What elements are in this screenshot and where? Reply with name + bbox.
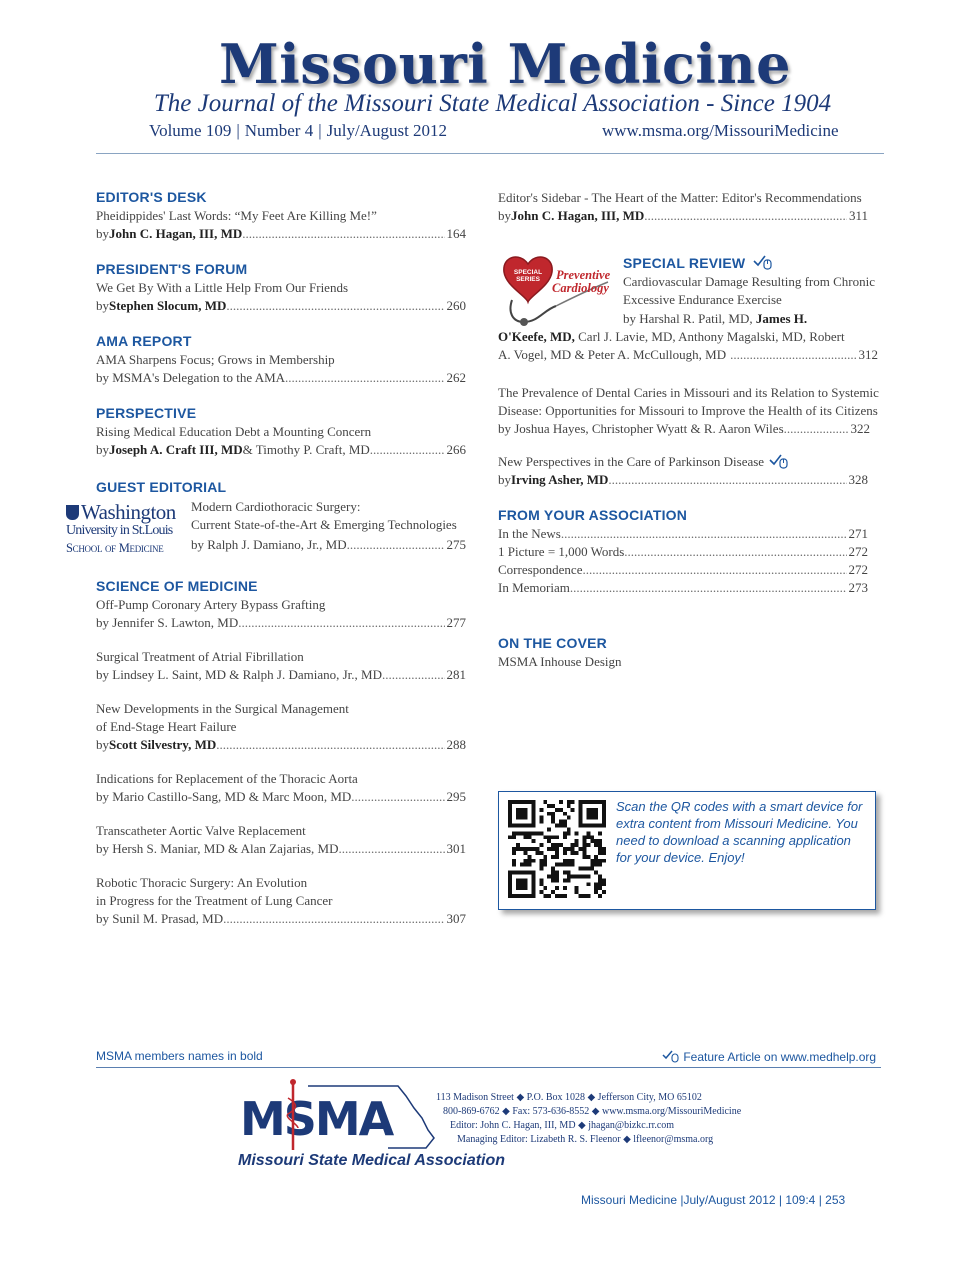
entry-author: John C. Hagan, III, MD: [109, 226, 243, 241]
entry-coauthors: Carl J. Lavie, MD, Anthony Magalski, MD, Robert: [574, 329, 845, 344]
mouse-check-icon: [753, 254, 773, 270]
journal-subtitle: The Journal of the Missouri State Medical Association - Since 1904: [153, 90, 832, 117]
logo-line-2: University in St.Louis: [66, 523, 173, 538]
section-heading-on-the-cover: ON THE COVER: [498, 635, 607, 651]
members-note: MSMA members names in bold: [96, 1049, 263, 1063]
qr-code-icon[interactable]: [508, 800, 606, 903]
washington-university-logo: [66, 500, 188, 556]
page-number: 277: [446, 615, 466, 630]
section-heading-guest-editorial: GUEST EDITORIAL: [96, 479, 227, 495]
feature-note: [662, 1049, 876, 1064]
badge-label-2: Cardiology: [552, 281, 609, 295]
page-number: 311: [848, 208, 868, 223]
page-number: 271: [848, 526, 868, 541]
toc-entry-parkinson[interactable]: [498, 453, 868, 489]
association-item-label: In the News: [498, 526, 561, 541]
page-number: 275: [446, 537, 466, 552]
address-line: Editor: John C. Hagan, III, MD ◆ jhagan@bizkc.rr.com: [450, 1120, 675, 1131]
entry-title: Indications for Replacement of the Thoracic Aorta: [96, 771, 358, 786]
toc-entry-special-review-authors[interactable]: [498, 328, 878, 364]
entry-byline: by Lindsey L. Saint, MD & Ralph J. Damiano, Jr., MD: [96, 667, 382, 682]
badge-label-1: Preventive: [556, 268, 611, 282]
issue-number: Number 4: [244, 121, 314, 140]
association-list: [498, 525, 868, 597]
journal-url[interactable]: www.msma.org/MissouriMedicine: [602, 121, 839, 140]
page-number: 312: [858, 347, 878, 362]
toc-entry-ama-report[interactable]: [96, 351, 466, 387]
mouse-check-icon: [769, 453, 789, 469]
msma-logo: [238, 1078, 438, 1152]
by-prefix: by: [498, 472, 511, 487]
msma-logo-text: MSMA: [240, 1092, 393, 1146]
shield-icon: [66, 505, 79, 520]
page-number: 272: [848, 562, 868, 577]
entry-coauthors-cont: A. Vogel, MD & Peter A. McCullough, MD: [498, 347, 727, 362]
volume: Volume 109: [149, 121, 232, 140]
address-line: 800-869-6762 ◆ Fax: 573-636-8552 ◆ www.msma.org/MissouriMedicine: [443, 1106, 742, 1117]
footer-divider: [96, 1067, 881, 1068]
msma-address-block: [436, 1091, 741, 1147]
qr-instructions: Scan the QR codes with a smart device for extra content from Missouri Medicine. You need to download a scanning application for your device. Enjoy!: [616, 799, 863, 865]
mouse-check-icon: [662, 1049, 680, 1063]
entry-byline: by MSMA's Delegation to the AMA: [96, 370, 286, 385]
heading-text: SPECIAL REVIEW: [623, 255, 746, 271]
page-number: 295: [446, 789, 466, 804]
by-prefix: by: [498, 208, 511, 223]
toc-entry-presidents-forum[interactable]: [96, 279, 466, 315]
association-item[interactable]: [498, 561, 868, 579]
page-number: 322: [850, 421, 870, 436]
section-heading-from-your-association: FROM YOUR ASSOCIATION: [498, 507, 688, 523]
entry-title: New Perspectives in the Care of Parkinson Disease: [498, 454, 765, 469]
entry-author: Scott Silvestry, MD: [109, 737, 217, 752]
entry-title: Surgical Treatment of Atrial Fibrillation: [96, 649, 304, 664]
masthead-divider: [96, 153, 884, 154]
toc-entry-science[interactable]: [96, 596, 466, 632]
page-number: 281: [446, 667, 466, 682]
page-number: 272: [848, 544, 868, 559]
association-item[interactable]: [498, 543, 868, 561]
msma-org-name: Missouri State Medical Association: [238, 1152, 506, 1169]
entry-title-cont: Excessive Endurance Exercise: [623, 292, 782, 307]
issue-info: Volume 109 | Number 4 | July/August 2012: [149, 121, 448, 140]
entry-title-cont: in Progress for the Treatment of Lung Cancer: [96, 893, 333, 908]
entry-byline: by Ralph J. Damiano, Jr., MD: [191, 537, 347, 552]
entry-title: Robotic Thoracic Surgery: An Evolution: [96, 875, 308, 890]
entry-title-cont: of End-Stage Heart Failure: [96, 719, 237, 734]
entry-byline: by Hersh S. Maniar, MD & Alan Zajarias, MD: [96, 841, 339, 856]
preventive-cardiology-badge: [498, 250, 618, 328]
logo-line-3: School of Medicine: [66, 541, 164, 555]
by-prefix: by: [96, 442, 109, 457]
by-prefix: by: [96, 226, 109, 241]
entry-byline: by Joshua Hayes, Christopher Wyatt & R. Aaron Wiles: [498, 421, 784, 436]
section-heading-science-of-medicine: SCIENCE OF MEDICINE: [96, 578, 258, 594]
page-number: 301: [446, 841, 466, 856]
section-heading-editors-desk: EDITOR'S DESK: [96, 189, 207, 205]
entry-byline: by Sunil M. Prasad, MD: [96, 911, 224, 926]
association-item[interactable]: [498, 525, 868, 543]
section-heading-perspective: PERSPECTIVE: [96, 405, 197, 421]
entry-title: Pheidippides' Last Words: “My Feet Are Killing Me!”: [96, 208, 377, 223]
entry-title: Modern Cardiothoracic Surgery:: [191, 499, 361, 514]
entry-title: Transcatheter Aortic Valve Replacement: [96, 823, 306, 838]
entry-title-cont: Disease: Opportunities for Missouri to Improve the Health of its Citizens: [498, 403, 878, 418]
badge-series-label: SPECIAL SERIES: [513, 269, 543, 283]
entry-author: Stephen Slocum, MD: [109, 298, 227, 313]
entry-title: AMA Sharpens Focus; Grows in Membership: [96, 352, 335, 367]
entry-title: The Prevalence of Dental Caries in Missouri and its Relation to Systemic: [498, 385, 879, 400]
page-number: 260: [446, 298, 466, 313]
toc-entry-dental-caries[interactable]: [498, 384, 879, 438]
association-item-label: 1 Picture = 1,000 Words: [498, 544, 625, 559]
entry-title: Rising Medical Education Debt a Mounting Concern: [96, 424, 372, 439]
entry-title: We Get By With a Little Help From Our Friends: [96, 280, 349, 295]
section-heading-special-review: [623, 254, 773, 271]
feature-note-text: Feature Article on www.medhelp.org: [683, 1050, 877, 1064]
association-item[interactable]: [498, 579, 868, 597]
page-number: 266: [446, 442, 466, 457]
journal-title: Missouri Medicine: [218, 32, 792, 96]
address-line: 113 Madison Street ◆ P.O. Box 1028 ◆ Jefferson City, MO 65102: [436, 1092, 702, 1103]
entry-byline: by Mario Castillo-Sang, MD & Marc Moon, MD: [96, 789, 352, 804]
section-heading-presidents-forum: PRESIDENT'S FORUM: [96, 261, 248, 277]
page-number: 164: [446, 226, 466, 241]
page-number: 288: [446, 737, 466, 752]
toc-entry-science[interactable]: [96, 822, 466, 858]
by-prefix: by: [96, 298, 109, 313]
page-number: 307: [446, 911, 466, 926]
section-heading-ama-report: AMA REPORT: [96, 333, 192, 349]
association-item-label: Correspondence: [498, 562, 583, 577]
page-number: 273: [848, 580, 868, 595]
page-footer: Missouri Medicine |July/August 2012 | 109:4 | 253: [581, 1193, 846, 1207]
cover-credit: MSMA Inhouse Design: [498, 654, 622, 669]
toc-entry-guest-editorial[interactable]: [191, 498, 466, 554]
logo-line-1: Washington: [81, 500, 176, 524]
entry-author: James H.: [755, 311, 808, 326]
toc-entry-science[interactable]: [96, 700, 466, 754]
by-prefix: by: [96, 737, 109, 752]
entry-title: Off-Pump Coronary Artery Bypass Grafting: [96, 597, 326, 612]
toc-entry-science[interactable]: [96, 874, 466, 928]
association-item-label: In Memoriam: [498, 580, 570, 595]
entry-author: Irving Asher, MD: [511, 472, 609, 487]
entry-coauthor: & Timothy P. Craft, MD: [242, 442, 370, 457]
entry-title: New Developments in the Surgical Management: [96, 701, 349, 716]
toc-entry-science[interactable]: [96, 648, 466, 684]
entry-author-cont: O'Keefe, MD,: [498, 329, 575, 344]
address-line: Managing Editor: Lizabeth R. S. Fleenor ◆ lfleenor@msma.org: [457, 1134, 714, 1145]
entry-author: Joseph A. Craft III, MD: [109, 442, 243, 457]
issue-date: July/August 2012: [326, 121, 448, 140]
entry-byline: by Jennifer S. Lawton, MD: [96, 615, 239, 630]
page-number: 262: [446, 370, 466, 385]
entry-title-cont: Current State-of-the-Art & Emerging Technologies: [191, 517, 457, 532]
by-prefix: by Harshal R. Patil, MD,: [623, 311, 756, 326]
entry-title: Cardiovascular Damage Resulting from Chronic: [623, 274, 875, 289]
page-number: 328: [848, 472, 868, 487]
toc-entry-editors-desk[interactable]: [96, 207, 466, 243]
toc-entry-editors-sidebar[interactable]: [498, 189, 868, 225]
entry-author: John C. Hagan, III, MD: [511, 208, 645, 223]
toc-entry-special-review-title[interactable]: [623, 273, 883, 328]
caduceus-icon: [286, 1078, 300, 1152]
entry-title: Editor's Sidebar - The Heart of the Matter: Editor's Recommendations: [498, 190, 862, 205]
toc-entry-science[interactable]: [96, 770, 466, 806]
toc-entry-perspective[interactable]: [96, 423, 466, 459]
